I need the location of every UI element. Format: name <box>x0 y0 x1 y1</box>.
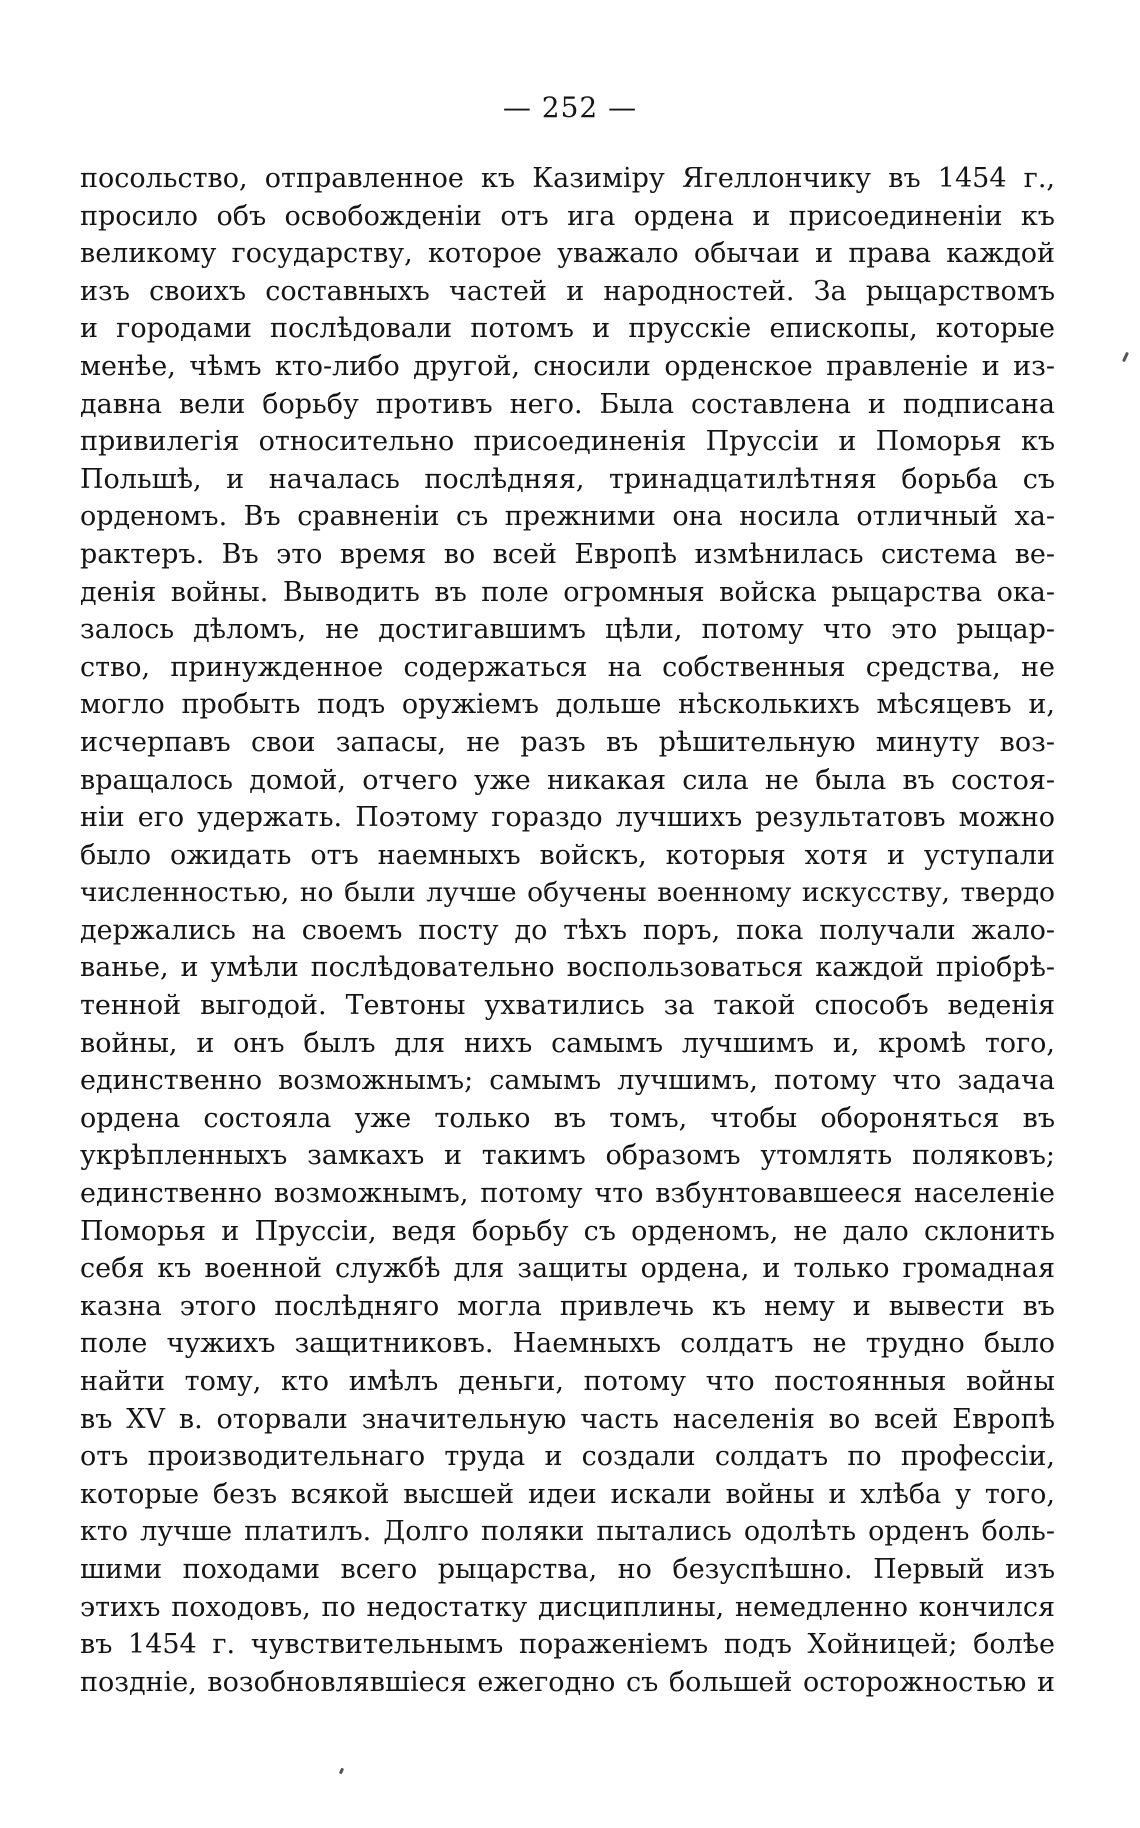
text-line: тенной выгодой. Тевтоны ухватились за такой способъ веденія <box>80 990 1055 1022</box>
text-line: Поморья и Пруссіи, ведя борьбу съ орденомъ, не дало склонить <box>80 1215 1055 1247</box>
text-line: просило объ освобожденіи отъ ига ордена и присоединеніи къ <box>80 200 1055 232</box>
text-line: единственно возможнымъ; самымъ лучшимъ, потому что задача <box>80 1065 1055 1097</box>
text-line: отъ производительнаго труда и создали солдатъ по профессіи, <box>80 1441 1055 1473</box>
text-line: изъ своихъ составныхъ частей и народностей. За рыцарствомъ <box>80 275 1055 307</box>
text-line: Польшѣ, и началась послѣдняя, тринадцатилѣтняя борьба съ <box>80 463 1055 495</box>
text-line: привилегія относительно присоединенія Пруссіи и Поморья къ <box>80 426 1055 458</box>
text-line: казна этого послѣдняго могла привлечь къ нему и вывести въ <box>80 1290 1055 1322</box>
text-line: исчерпавъ свои запасы, не разъ въ рѣшительную минуту воз- <box>80 726 1055 758</box>
body-text <box>80 160 1055 1701</box>
text-line: могло пробыть подъ оружіемъ дольше нѣсколькихъ мѣсяцевъ и, <box>80 689 1055 721</box>
text-line: укрѣпленныхъ замкахъ и такимъ образомъ утомлять поляковъ; <box>80 1140 1055 1172</box>
text-line: менѣе, чѣмъ кто-либо другой, сносили орденское правленіе и из- <box>80 350 1055 382</box>
text-line: рактеръ. Въ это время во всей Европѣ измѣнилась система ве- <box>80 538 1055 570</box>
text-line: которые безъ всякой высшей идеи искали войны и хлѣба у того, <box>80 1478 1055 1510</box>
text-line: залось дѣломъ, не достигавшимъ цѣли, потому что это рыцар- <box>80 614 1055 646</box>
text-line: ніи его удержать. Поэтому гораздо лучшихъ результатовъ можно <box>80 802 1055 834</box>
text-line: было ожидать отъ наемныхъ войскъ, которыя хотя и уступали <box>80 839 1055 871</box>
text-line: этихъ походовъ, по недостатку дисциплины, немедленно кончился <box>80 1591 1055 1623</box>
text-line: шими походами всего рыцарства, но безуспѣшно. Первый изъ <box>80 1553 1055 1585</box>
text-line: ордена состояла уже только въ томъ, чтобы обороняться въ <box>80 1102 1055 1134</box>
page-number: — 252 — <box>502 91 638 124</box>
text-line: войны, и онъ былъ для нихъ самымъ лучшимъ и, кромѣ того, <box>80 1027 1055 1059</box>
text-line: денія войны. Выводить въ поле огромныя войска рыцарства ока- <box>80 576 1055 608</box>
text-line: давна вели борьбу противъ него. Была составлена и подписана <box>80 388 1055 420</box>
text-line: численностью, но были лучше обучены военному искусству, твердо <box>80 877 1055 909</box>
scan-speck <box>1122 352 1129 362</box>
text-line: себя къ военной службѣ для защиты ордена, и только громадная <box>80 1253 1055 1285</box>
text-line: поле чужихъ защитниковъ. Наемныхъ солдатъ не трудно было <box>80 1328 1055 1360</box>
text-line: въ 1454 г. чувствительнымъ пораженіемъ подъ Хойницей; болѣе <box>80 1629 1055 1661</box>
text-line: посольство, отправленное къ Казиміру Ягеллончику въ 1454 г., <box>80 163 1055 194</box>
text-line: въ XV в. оторвали значительную часть населенія во всей Европѣ <box>80 1403 1055 1435</box>
text-line: орденомъ. Въ сравненіи съ прежними она носила отличный ха- <box>80 501 1055 533</box>
text-line: ство, принужденное содержаться на собственныя средства, не <box>80 651 1055 683</box>
text-line: найти тому, кто имѣлъ деньги, потому что постоянныя войны <box>80 1366 1055 1397</box>
text-line: поздніе, возобновлявшіеся ежегодно съ большей осторожностью и <box>80 1666 1055 1698</box>
scan-speck <box>339 1768 344 1775</box>
text-line: кто лучше платилъ. Долго поляки пытались одолѣть орденъ боль- <box>80 1516 1055 1548</box>
text-line: ванье, и умѣли послѣдовательно воспользоваться каждой пріобрѣ- <box>80 952 1055 984</box>
text-line: великому государству, которое уважало обычаи и права каждой <box>80 238 1055 270</box>
text-line: вращалось домой, отчего уже никакая сила не была въ состоя- <box>80 764 1055 796</box>
text-line: единственно возможнымъ, потому что взбунтовавшееся населеніе <box>80 1178 1055 1210</box>
text-line: и городами послѣдовали потомъ и прусскіе епископы, которые <box>80 313 1055 345</box>
text-line: держались на своемъ посту до тѣхъ поръ, пока получали жало- <box>80 914 1055 946</box>
